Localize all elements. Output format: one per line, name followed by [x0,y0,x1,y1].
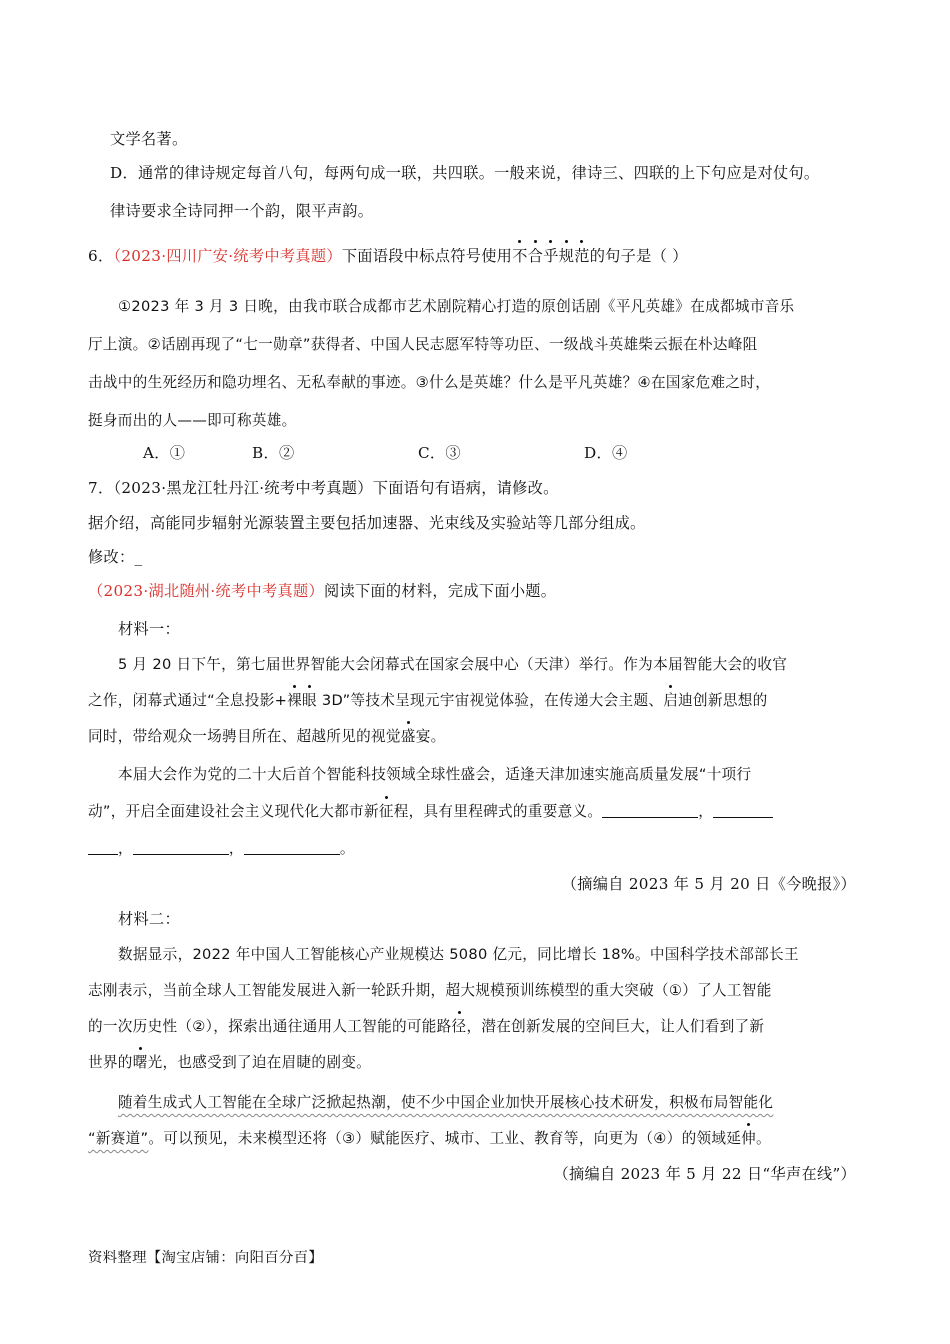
material-1-line: 同时，带给观众一场骋目所在、超越所见的视觉盛宴。 [88,726,445,748]
material-1-line: 动”，开启全面建设社会主义现代化大都市新征程，具有里程碑式的重要意义。 ， [88,801,773,823]
material-1-line: 5 月 20 日下午，第七届世界智能大会闭幕式在国家会展中心（天津）举行。作为本届智能大会的收官 [118,656,788,673]
material-1-line: 本届大会作为党的二十大后首个智能科技领域全球性盛会，适逢天津加速实施高质量发展“十项行 [118,766,752,783]
q6-number: 6． [88,247,114,265]
emphasis-char: 伸 [741,1128,756,1150]
q6-option-a[interactable]: A．① [143,444,186,462]
emphasis-char: 曙 [133,1052,148,1074]
emphasis-char: 范 [574,247,590,265]
material-2-line: 志刚表示，当前全球人工智能发展进入新一轮跃升期，超大规模预训练模型的重大突破（①）了人工智能 [88,982,772,999]
q6-stem: 6．（2023·四川广安·统考中考真题）下面语段中标点符号使用不合乎规范的句子是（ ） [88,247,688,265]
q6-option-c[interactable]: C．③ [418,444,461,462]
material-2-line: 世界的曙光，也感受到了迫在眉睫的剧变。 [88,1052,371,1074]
q7-stem: 7．（2023·黑龙江牡丹江·统考中考真题）下面语句有语病，请修改。 [88,479,559,497]
answer-blank[interactable] [88,838,118,855]
q7-source: （2023·黑龙江牡丹江·统考中考真题） [113,479,373,497]
material-2-line: 的一次历史性（②），探索出通往通用人工智能的可能路径，潜在创新发展的空间巨大，让人们看到了新 [88,1016,764,1038]
q6-passage-line: 击战中的生死经历和隐功埋名、无私奉献的事迹。③什么是英雄？什么是平凡英雄？④在国家危难之时， [88,374,771,391]
q8-stem: （2023·湖北随州·统考中考真题）阅读下面的材料，完成下面小题。 [88,582,557,600]
wavy-underlined-text: 随着生成式人工智能在全球广泛掀起热潮，使不少中国企业加快开展核心技术研发，积极布局智能化 [118,1094,774,1111]
emphasis-char: 规 [558,247,575,265]
material-1-source: （摘编自 2023 年 5 月 20 日《今晚报》） [561,875,856,893]
q7-fix-label[interactable]: 修改：_ [88,548,143,566]
q6-passage-line: ①2023 年 3 月 3 日晚，由我市联合成都市艺术剧院精心打造的原创话剧《平凡英雄》在成都城市音乐 [118,298,795,315]
material-1-title: 材料一： [118,620,180,638]
q6-option-d[interactable]: D．④ [584,444,628,462]
q5-option-d-line2: 律诗要求全诗同押一个韵，限平声韵。 [110,202,374,220]
emphasis-char: 征 [379,801,394,823]
q5-option-d-line1: D．通常的律诗规定每首八句，每两句成一联，共四联。一般来说，律诗三、四联的上下句应是对仗句。 [110,164,820,182]
q6-passage-line: 厅上演。②话剧再现了“七一勋章”获得者、中国人民志愿军特等功臣、一级战斗英雄柴云振在朴达峰阻 [88,336,758,353]
q7-sentence: 据介绍，高能同步辐射光源装置主要包括加速器、光束线及实验站等几部分组成。 [88,514,646,532]
emphasis-char: 启 [663,690,678,712]
q6-passage-line: 挺身而出的人——即可称英雄。 [88,412,297,429]
emphasis-char: 不 [512,247,528,265]
wavy-underlined-text: “新赛道” [88,1130,149,1147]
answer-blank[interactable] [602,801,698,818]
emphasis-char: 裸 [287,690,302,712]
q6-source: （2023·四川广安·统考中考真题） [113,247,342,265]
emphasis-char: 盛 [401,726,416,748]
answer-blank[interactable] [713,801,773,818]
q5-continuation: 文学名著。 [110,130,188,148]
material-2-title: 材料二： [118,910,180,928]
material-2-line: 数据显示，2022 年中国人工智能核心产业规模达 5080 亿元，同比增长 18%。中国科学技术部部长王 [118,946,799,963]
q7-number: 7． [88,479,114,497]
emphasis-char: 径 [452,1016,467,1038]
page-footer: 资料整理【淘宝店铺：向阳百分百】 [88,1250,324,1266]
q6-option-b[interactable]: B．② [252,444,295,462]
material-2-line: “新赛道”。可以预见，未来模型还将（③）赋能医疗、城市、工业、教育等，向更为（④）的领域延伸。 [88,1128,771,1150]
emphasis-char: 合 [527,247,544,265]
material-1-line: ， ， 。 [88,838,355,860]
emphasis-char: 眼 [302,690,317,712]
answer-blank[interactable] [244,838,340,855]
q8-source: （2023·湖北随州·统考中考真题） [88,582,324,600]
material-2-line [118,1092,773,1114]
answer-blank[interactable] [133,838,229,855]
emphasis-char: 乎 [543,247,559,265]
material-1-line: 之作，闭幕式通过“全息投影+裸眼 3D”等技术呈现元宇宙视觉体验，在传递大会主题、启迪创新思想的 [88,690,768,712]
material-2-source: （摘编自 2023 年 5 月 22 日“华声在线”） [553,1165,856,1183]
